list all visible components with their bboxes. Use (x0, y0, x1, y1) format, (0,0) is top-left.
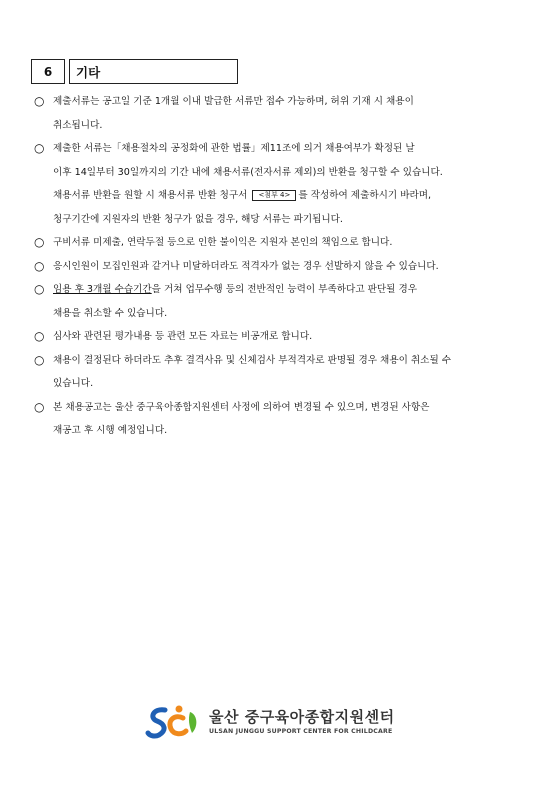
item-text: 채용이 결정된다 하더라도 추후 결격사유 및 신체검사 부적격자로 판명될 경우 채용이 취소될 수 있습니다. (53, 354, 452, 389)
list-item (34, 325, 518, 349)
attachment-label: <첨부 4> (252, 190, 296, 201)
item-text: 제출서류는 공고일 기준 1개월 이내 발급한 서류만 접수 가능하며, 허위 기재 시 채용이 취소됩니다. (53, 96, 414, 131)
item-text: 응시인원이 모집인원과 같거나 미달하더라도 적격자가 없는 경우 선발하지 않을 수 있습니다. (53, 260, 439, 272)
list-item (34, 396, 518, 443)
item-text-part: 을 거쳐 업무수행 등의 전반적인 능력이 부족하다고 판단될 경우 채용을 취소할 수 있습니다. (53, 284, 418, 319)
center-name-english: ULSAN JUNGGU SUPPORT CENTER FOR CHILDCARE (209, 728, 393, 735)
bullet-circle-icon: ○ (34, 352, 45, 367)
center-name-korean: 울산 중구육아종합지원센터 (209, 708, 395, 726)
list-item (34, 90, 518, 137)
footer (145, 702, 395, 742)
bullet-circle-icon: ○ (34, 329, 45, 343)
item-text-part: 제출한 서류는「채용절차의 공정화에 관한 법률」제11조에 의거 채용여부가 확정된 날 이후 14일부터 30일까지의 기간 내에 채용서류(전자서류 제외)의 반환을 청구할 수 있습니다. 채용서류 반환을 원할 시 채용서류 반환 청구서 (53, 143, 443, 201)
item-text: 심사와 관련된 평가내용 등 관련 모든 자료는 비공개로 합니다. (53, 331, 313, 342)
bullet-circle-icon: ○ (34, 141, 45, 155)
item-text (53, 137, 518, 231)
list-item (34, 349, 518, 396)
bullet-circle-icon: ○ (34, 94, 45, 108)
item-text-part: 를 작성하여 제출하시기 바라며, 청구기간에 지원자의 반환 청구가 없을 경우, 해당 서류는 파기됩니다. (53, 190, 432, 225)
item-text: 본 채용공고는 울산 중구육아종합지원센터 사정에 의하여 변경될 수 있으며, 변경된 사항은 재공고 후 시행 예정입니다. (53, 401, 430, 436)
bullet-circle-icon: ○ (34, 235, 45, 249)
section-number: 6 (31, 59, 65, 84)
list-item (34, 137, 518, 231)
list-item (34, 278, 518, 325)
section-header (31, 59, 238, 84)
section-title: 기타 (69, 59, 238, 84)
notice-list (34, 90, 518, 443)
bullet-circle-icon: ○ (34, 399, 45, 414)
bullet-circle-icon: ○ (34, 282, 45, 296)
list-item (34, 255, 518, 279)
item-text (53, 278, 518, 325)
underlined-text: 임용 후 3개월 수습기간 (53, 284, 152, 295)
item-text: 구비서류 미제출, 연락두절 등으로 인한 불이익은 지원자 본인의 책임으로 합니다. (53, 237, 393, 248)
center-logo-icon (145, 702, 203, 742)
list-item (34, 231, 518, 255)
bullet-circle-icon: ○ (34, 258, 45, 273)
center-name (209, 708, 395, 736)
